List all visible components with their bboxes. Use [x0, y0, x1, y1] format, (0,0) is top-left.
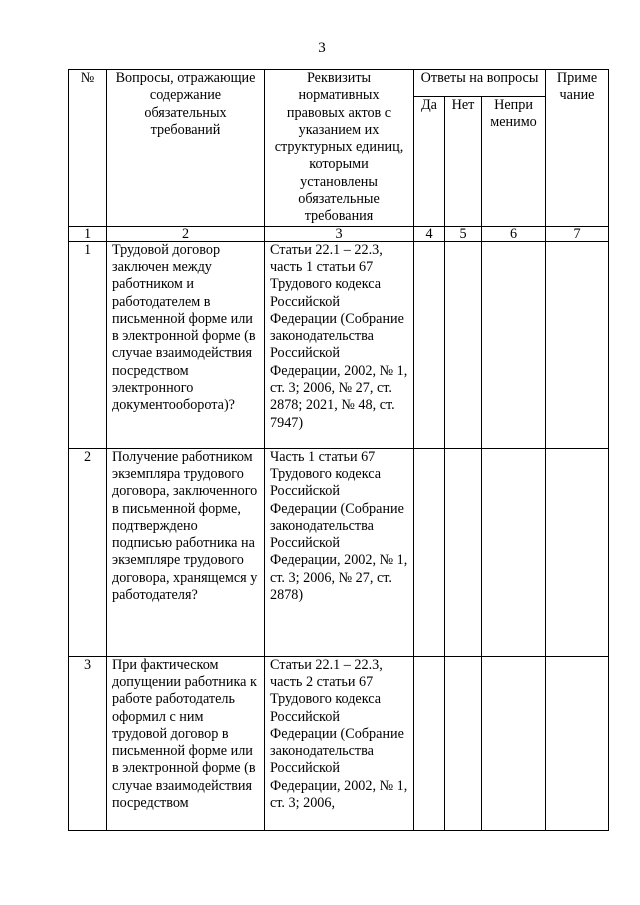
row-question: Получение работником экземпляра трудового договора, заключенного в письменной форме, подтверждено подписью работника на экземпляре трудового договора, хранящемся у работодателя?	[107, 448, 265, 656]
answer-not-applicable-cell	[482, 448, 546, 656]
column-number-2: 2	[107, 226, 265, 241]
answer-yes-cell	[414, 241, 445, 448]
header-note: Приме чание	[546, 70, 609, 227]
answer-yes-cell	[414, 656, 445, 830]
answer-not-applicable-cell	[482, 656, 546, 830]
row-question: Трудовой договор заключен между работником и работодателем в письменной форме или в электронной форме (в случае взаимодействия посредством электронного документооборота)?	[107, 241, 265, 448]
row-number: 2	[69, 448, 107, 656]
row-number: 1	[69, 241, 107, 448]
table-row	[69, 241, 609, 448]
answer-yes-cell	[414, 448, 445, 656]
column-number-3: 3	[265, 226, 414, 241]
column-number-6: 6	[482, 226, 546, 241]
header-not-applicable: Непри менимо	[482, 97, 546, 227]
header-row-top	[69, 70, 609, 97]
column-number-4: 4	[414, 226, 445, 241]
header-questions: Вопросы, отражающие содержание обязательных требований	[107, 70, 265, 227]
column-numbers-row	[69, 226, 609, 241]
header-requisites: Реквизиты нормативных правовых актов с указанием их структурных единиц, которыми установлены обязательные требования	[265, 70, 414, 227]
header-yes: Да	[414, 97, 445, 227]
column-number-5: 5	[445, 226, 482, 241]
header-number: №	[69, 70, 107, 227]
answer-not-applicable-cell	[482, 241, 546, 448]
header-no: Нет	[445, 97, 482, 227]
answer-no-cell	[445, 241, 482, 448]
row-question: При фактическом допущении работника к работе работодатель оформил с ним трудовой договор в письменной форме или в электронной форме (в случае взаимодействия посредством	[107, 656, 265, 830]
header-answers: Ответы на вопросы	[414, 70, 546, 97]
row-requisites: Статьи 22.1 – 22.3, часть 1 статьи 67 Трудового кодекса Российской Федерации (Собрание законодательства Российской Федерации, 2002, № 1, ст. 3; 2006, № 27, ст. 2878; 2021, № 48, ст. 7947)	[265, 241, 414, 448]
table-row	[69, 448, 609, 656]
page-number: 3	[318, 40, 326, 56]
answer-no-cell	[445, 448, 482, 656]
note-cell	[546, 656, 609, 830]
requirements-table	[68, 69, 609, 831]
note-cell	[546, 241, 609, 448]
table-row	[69, 656, 609, 830]
answer-no-cell	[445, 656, 482, 830]
row-requisites: Часть 1 статьи 67 Трудового кодекса Российской Федерации (Собрание законодательства Российской Федерации, 2002, № 1, ст. 3; 2006, № 27, ст. 2878)	[265, 448, 414, 656]
column-number-7: 7	[546, 226, 609, 241]
row-number: 3	[69, 656, 107, 830]
note-cell	[546, 448, 609, 656]
row-requisites: Статьи 22.1 – 22.3, часть 2 статьи 67 Трудового кодекса Российской Федерации (Собрание законодательства Российской Федерации, 2002, № 1, ст. 3; 2006,	[265, 656, 414, 830]
column-number-1: 1	[69, 226, 107, 241]
